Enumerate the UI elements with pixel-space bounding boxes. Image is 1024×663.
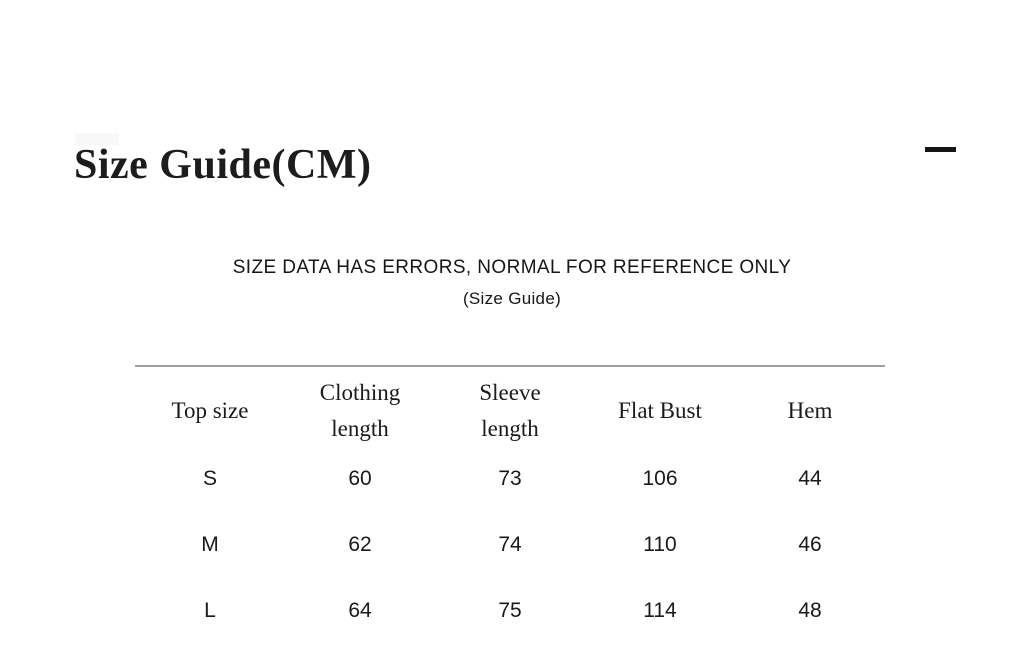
column-header-flat-bust: Flat Bust — [618, 397, 702, 423]
cell-hem: 48 — [798, 599, 822, 623]
cell-hem: 46 — [798, 533, 822, 557]
cell-flat-bust: 110 — [643, 533, 677, 557]
cell-size: L — [204, 599, 216, 623]
column-header-sleeve-length: Sleeve length — [479, 380, 541, 441]
notice-subtext: (Size Guide) — [462, 289, 562, 308]
column-header-top-size: Top size — [171, 397, 249, 423]
cell-size: M — [201, 533, 219, 557]
cell-clothing-length: 60 — [348, 467, 372, 491]
table-row-l — [135, 578, 885, 644]
cell-sleeve-length: 75 — [498, 599, 522, 623]
cell-sleeve-length: 74 — [498, 533, 522, 557]
table-row-m — [135, 512, 885, 578]
column-header-clothing-length: Clothing length — [319, 380, 401, 441]
cell-size: S — [202, 467, 217, 491]
collapse-dash-icon[interactable] — [925, 147, 956, 152]
column-header-hem: Hem — [787, 397, 833, 423]
cell-hem: 44 — [798, 467, 822, 491]
size-table-header-row — [135, 367, 885, 446]
cell-clothing-length: 64 — [348, 599, 372, 623]
cell-flat-bust: 114 — [643, 599, 677, 623]
table-row-s — [135, 446, 885, 512]
page-title: Size Guide(CM) — [74, 142, 372, 188]
cell-flat-bust: 106 — [642, 467, 678, 491]
cell-clothing-length: 62 — [348, 533, 372, 557]
notice-text: SIZE DATA HAS ERRORS, NORMAL FOR REFERENCE ONLY — [232, 257, 792, 278]
cell-sleeve-length: 73 — [498, 467, 522, 491]
size-table — [135, 365, 885, 644]
